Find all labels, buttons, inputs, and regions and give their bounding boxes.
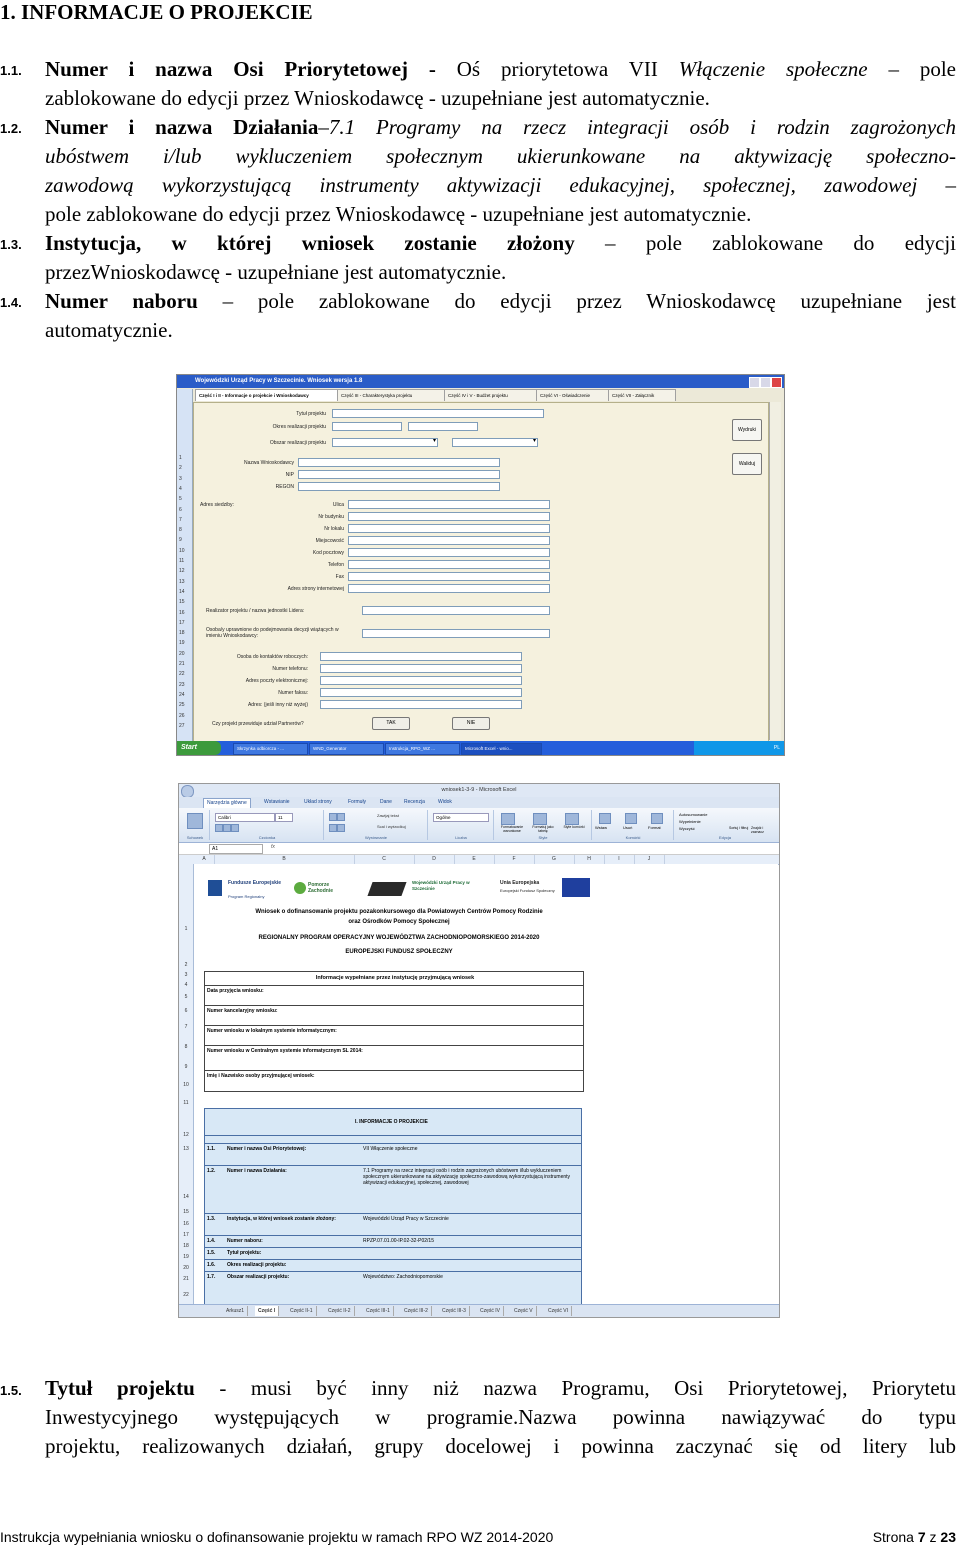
row-number: 12 xyxy=(179,568,185,575)
row-key-cell: Tytuł projektu: xyxy=(227,1250,262,1256)
row-number: 16 xyxy=(179,609,185,616)
item-title: Numer i nazwa Działania xyxy=(45,115,319,139)
window-title: Wojewódzki Urząd Pracy w Szczecinie. Wniosek wersja 1.8 xyxy=(195,378,363,384)
item-number: 1.2. xyxy=(0,121,22,136)
paragraph-1-2 xyxy=(45,113,956,229)
font-name-select[interactable]: Calibri xyxy=(215,813,275,822)
bold-icon[interactable] xyxy=(215,824,223,832)
column-header[interactable]: B xyxy=(214,855,355,864)
tab-part-7[interactable]: Część VII - Załącznik xyxy=(608,389,676,401)
page-number xyxy=(873,1529,956,1545)
ribbon-tabs xyxy=(179,797,779,808)
row-number: 18 xyxy=(179,630,185,637)
group-styles xyxy=(495,810,592,840)
label-realizator: Realizator projektu / nazwa jednostki Lidera: xyxy=(206,608,305,614)
row-value-cell[interactable]: 7.1 Programy na rzecz integracji osób i rodzin zagrożonych ubóstwem i/lub wykluczeniem społecznym ukierunkowane na aktywizację społeczno-zawodową wykorzystującą instrumenty aktywizacji edukacyjnej, społecznej, zawodowej xyxy=(363,1168,571,1186)
label-fax: Fax xyxy=(335,574,344,580)
page-current: 7 xyxy=(917,1529,926,1545)
tab-part-6[interactable]: Część VI - Oświadczenie xyxy=(536,389,609,401)
sheet-tab[interactable]: Część IV xyxy=(477,1306,504,1316)
row-number-cell: 1.2. xyxy=(207,1168,216,1174)
align-center-icon[interactable] xyxy=(337,824,345,832)
nip-field[interactable] xyxy=(298,470,500,479)
building-number-field[interactable] xyxy=(348,512,550,521)
validate-button[interactable]: Waliduj xyxy=(732,453,762,475)
label-ulica: Ulica xyxy=(332,502,344,508)
contact-person-field[interactable] xyxy=(320,652,522,661)
group-label: Liczba xyxy=(455,835,467,840)
fe-logo-icon xyxy=(208,880,222,896)
autosum-button[interactable]: Autosumowanie xyxy=(679,812,708,817)
item-text: automatycznie. xyxy=(45,318,173,342)
row-number: 9 xyxy=(179,537,182,544)
sheet-tab[interactable]: Część II-2 xyxy=(325,1306,355,1316)
period-to-field[interactable] xyxy=(408,422,478,431)
paste-icon[interactable] xyxy=(187,813,203,829)
inst-row[interactable]: Numer wniosku w Centralnym systemie informatycznym SL 2014: xyxy=(207,1048,363,1054)
ribbon xyxy=(179,808,779,843)
inst-row[interactable]: Numer wniosku w lokalnym systemie informatycznym: xyxy=(205,1026,583,1046)
label-kod: Kod pocztowy xyxy=(312,550,344,556)
row-number: 1 xyxy=(179,455,182,461)
item-text: - musi być inny niż nazwa Programu, Osi Priorytetowej, Priorytetu xyxy=(194,1376,956,1400)
row-number-cell: 1.5. xyxy=(207,1250,216,1256)
window-titlebar xyxy=(177,375,784,388)
yes-button[interactable]: TAK xyxy=(372,717,410,730)
unit-number-field[interactable] xyxy=(348,524,550,533)
group-alignment xyxy=(325,810,428,840)
item-title: Instytucja, w której wniosek zostanie złożony xyxy=(45,231,575,255)
inst-row[interactable]: Imię i Nazwisko osoby przyjmującej wniosek: xyxy=(207,1073,315,1079)
merge-button[interactable]: Scal i wyśrodkuj xyxy=(377,824,406,829)
tab-part-4-5[interactable]: Część IV i V - Budżet projektu xyxy=(444,389,537,401)
row-header[interactable]: 11 xyxy=(183,1100,189,1106)
sheet-tab[interactable]: Arkusz1 xyxy=(223,1306,248,1316)
taskbar xyxy=(177,741,784,755)
label-numfax: Numer faksu: xyxy=(278,690,308,696)
row-header[interactable]: 3 xyxy=(184,972,188,978)
table-row xyxy=(205,1247,581,1248)
item-italic: ubóstwem i/lub wykluczeniem społecznym ukierunkowane na aktywizację społeczno- xyxy=(45,144,956,168)
item-text: przezWnioskodawcę - uzupełniane jest automatycznie. xyxy=(45,260,507,284)
row-key-cell: Numer naboru: xyxy=(227,1238,263,1244)
row-number-cell: 1.4. xyxy=(207,1238,216,1244)
group-cells xyxy=(593,810,674,840)
row-header[interactable]: 18 xyxy=(183,1243,189,1249)
label-email: Adres poczty elektronicznej: xyxy=(245,678,308,684)
row-number: 19 xyxy=(179,640,185,647)
item-text: – pole zablokowane do edycji przez Wnioskodawcę uzupełniane jest xyxy=(197,289,956,313)
label-kontakt: Osoba do kontaktów roboczych: xyxy=(236,654,308,660)
row-number: 3 xyxy=(179,475,182,482)
row-number-cell: 1.7. xyxy=(207,1274,216,1280)
item-text: – pole zablokowane do edycji xyxy=(574,231,956,255)
item-title: Numer i nazwa Osi Priorytetowej - xyxy=(45,57,457,81)
page-mid: z xyxy=(925,1529,941,1545)
group-number xyxy=(429,810,494,840)
group-font xyxy=(211,810,324,840)
sheet-tab[interactable]: Część III-3 xyxy=(439,1306,470,1316)
excel-title: wniosek1-3-9 - Microsoft Excel xyxy=(441,787,517,793)
sheet-tab[interactable]: Część VI xyxy=(545,1306,572,1316)
item-text: Oś priorytetowa VII xyxy=(456,57,679,81)
worksheet xyxy=(194,864,778,1304)
label-nip: NIP xyxy=(285,472,294,478)
language-indicator[interactable]: PL xyxy=(773,745,780,751)
form-tabs xyxy=(195,389,755,401)
label-adres: Adres siedziby: xyxy=(200,502,234,508)
pomorze-logo-icon xyxy=(294,882,306,894)
label-okres: Okres realizacji projektu xyxy=(272,424,326,430)
align-middle-icon[interactable] xyxy=(337,813,345,821)
sort-filter-button[interactable]: Sortuj i filtruj xyxy=(729,826,749,830)
row-number: 23 xyxy=(179,681,185,688)
label-regon: REGON xyxy=(275,484,294,490)
row-value-cell[interactable]: VII Włączenie społeczne xyxy=(363,1146,418,1152)
item-number: 1.1. xyxy=(0,63,22,78)
label-osoby: Osoba/y uprawnione do podejmowania decyzji wiążących w imieniu Wnioskodawcy: xyxy=(206,627,339,639)
institution-box xyxy=(204,971,584,1071)
row-number-cell: 1.6. xyxy=(207,1262,216,1268)
group-editing xyxy=(675,810,775,840)
column-header[interactable]: C xyxy=(354,855,415,864)
row-number: 21 xyxy=(179,661,185,667)
doc-title-3: REGIONALNY PROGRAM OPERACYJNY WOJEWÓDZTWA ZACHODNIOPOMORSKIEGO 2014-2020 xyxy=(258,935,540,941)
format-label: Format xyxy=(648,825,661,830)
page-prefix: Strona xyxy=(872,1529,918,1545)
eu-logo-sub: Europejski Fundusz Społeczny xyxy=(500,888,555,893)
label-numtel: Numer telefonu: xyxy=(272,666,308,672)
fill-button[interactable]: Wypełnienie xyxy=(679,819,701,824)
row-header[interactable]: 8 xyxy=(184,1044,188,1050)
sheet-tabs xyxy=(179,1304,779,1318)
row-header[interactable]: 6 xyxy=(184,1008,188,1014)
row-value-cell[interactable]: RPZP.07.01.00-IP.02-32-P02/15 xyxy=(363,1238,434,1244)
contact-phone-field[interactable] xyxy=(320,664,522,673)
paragraph-1-5 xyxy=(45,1374,956,1461)
cell-style-icon[interactable] xyxy=(565,813,579,825)
delete-label: Usuń xyxy=(623,825,633,830)
clear-button[interactable]: Wyczyść xyxy=(679,826,695,831)
delete-cells-icon[interactable] xyxy=(625,813,637,824)
column-header[interactable]: H xyxy=(574,855,605,864)
row-number: 27 xyxy=(179,722,185,729)
paragraph-1-4 xyxy=(45,287,956,345)
group-label: Edycja xyxy=(718,835,731,840)
sheet-tab[interactable]: Część V xyxy=(511,1306,537,1316)
start-button[interactable]: Start xyxy=(177,741,221,755)
row-key-cell: Obszar realizacji projektu: xyxy=(227,1274,290,1280)
fax-field[interactable] xyxy=(348,572,550,581)
taskbar-item[interactable]: Microsoft Excel - wnio... xyxy=(461,743,542,755)
row-number: 7 xyxy=(179,516,182,523)
group-label: Komórki xyxy=(625,835,641,840)
wup-logo-text: Wojewódzki Urząd Pracy w Szczecinie xyxy=(412,880,470,891)
item-italic: –7.1 Programy na rzecz integracji osób i rodzin zagrożonych xyxy=(318,115,956,139)
row-header[interactable]: 16 xyxy=(183,1221,189,1227)
conditional-format-label: Formatowanie warunkowe xyxy=(500,825,524,833)
column-header[interactable]: J xyxy=(634,855,665,864)
table-row xyxy=(205,1213,581,1214)
row-header[interactable]: 22 xyxy=(183,1292,189,1298)
insert-cells-icon[interactable] xyxy=(599,813,611,824)
item-text: zablokowane do edycji przez Wnioskodawcę - uzupełniane jest automatycznie. xyxy=(45,86,710,110)
row-number: 4 xyxy=(179,485,182,492)
maximize-button[interactable] xyxy=(760,377,771,388)
institution-box-person xyxy=(204,1069,584,1092)
section-header: I. INFORMACJE O PROJEKCIE xyxy=(355,1119,428,1125)
label-partner: Czy projekt przewiduje udział Partnerów? xyxy=(212,721,304,727)
sheet-tab[interactable]: Część III-1 xyxy=(363,1306,394,1316)
label-nazwa: Nazwa Wnioskodawcy xyxy=(243,460,294,466)
label-www: Adres strony internetowej xyxy=(287,586,344,592)
label-tytul: Tytuł projektu xyxy=(296,411,326,417)
item-text: projektu, realizowanych działań, grupy docelowej i powinna zaczynać się od litery lub xyxy=(45,1434,956,1458)
tab-view[interactable]: Widok xyxy=(438,799,452,805)
column-header[interactable]: A xyxy=(194,855,215,864)
tab-part-3[interactable]: Część III - Charakterystyka projektu xyxy=(337,389,445,401)
formula-bar xyxy=(179,843,779,855)
item-title: Tytuł projektu xyxy=(45,1376,195,1400)
item-italic: zawodową wykorzystującą instrumenty aktywizacji edukacyjnej, społecznej, zawodowej – xyxy=(45,173,956,197)
row-key-cell: Instytucja, w której wniosek zostanie złożony: xyxy=(227,1216,336,1222)
row-number: 24 xyxy=(179,691,185,698)
excel-titlebar xyxy=(179,784,779,797)
group-clipboard xyxy=(181,810,210,840)
decision-persons-field[interactable] xyxy=(362,629,550,638)
minimize-button[interactable] xyxy=(749,377,760,388)
doc-title-1: Wniosek o dofinansowanie projektu pozakonkursowego dla Powiatowych Centrów Pomocy Rodzinie xyxy=(255,909,543,915)
sheet-tab[interactable]: Część I xyxy=(255,1306,279,1316)
row-header[interactable]: 5 xyxy=(184,994,188,1000)
underline-icon[interactable] xyxy=(231,824,239,832)
item-text: pole zablokowane do edycji przez Wnioskodawcę - uzupełniane jest automatycznie. xyxy=(45,202,752,226)
form-panel xyxy=(193,402,769,742)
row-header-bar xyxy=(177,389,193,741)
label-nrbud: Nr budynku xyxy=(318,514,344,520)
table-format-icon[interactable] xyxy=(533,813,547,825)
find-select-button[interactable]: Znajdź i zaznacz xyxy=(751,826,764,834)
row-number: 5 xyxy=(179,496,182,503)
fx-icon[interactable]: fx xyxy=(271,844,275,850)
row-key-cell: Okres realizacji projektu: xyxy=(227,1262,287,1268)
taskbar-item[interactable]: Skrzynka odbiorcza - ... xyxy=(233,743,308,755)
row-number: 26 xyxy=(179,712,185,719)
table-row xyxy=(205,1143,581,1144)
group-label: Style xyxy=(538,835,548,840)
inst-row[interactable]: Data przyjęcia wniosku: xyxy=(205,986,583,1006)
institution-header: Informacje wypełniane przez instytucję przyjmującą wniosek xyxy=(205,972,583,986)
tab-part-1-2[interactable]: Część I i II - Informacje o projekcie i Wnioskodawcy xyxy=(195,389,338,401)
postal-code-field[interactable] xyxy=(348,548,550,557)
row-header[interactable]: 9 xyxy=(184,1064,188,1070)
column-header[interactable]: F xyxy=(494,855,535,864)
row-header[interactable]: 1 xyxy=(184,926,188,932)
fe-logo-sub: Program Regionalny xyxy=(228,894,265,899)
row-number: 14 xyxy=(179,588,185,595)
row-header[interactable]: 10 xyxy=(183,1082,189,1088)
label-adres2: Adres: (jeśli inny niż wyżej) xyxy=(247,702,308,708)
inst-row[interactable]: Numer kancelaryjny wniosku: xyxy=(205,1006,583,1026)
phone-field[interactable] xyxy=(348,560,550,569)
number-format-select[interactable]: Ogólne xyxy=(433,813,489,822)
applicant-name-field[interactable] xyxy=(298,458,500,467)
label-obszar: Obszar realizacji projektu xyxy=(269,440,326,446)
contact-fax-field[interactable] xyxy=(320,688,522,697)
tab-insert[interactable]: Wstawianie xyxy=(264,799,290,805)
row-header[interactable]: 15 xyxy=(183,1209,189,1215)
doc-title-2: oraz Ośrodków Pomocy Społecznej xyxy=(348,919,450,925)
realizer-field[interactable] xyxy=(362,606,550,615)
italic-icon[interactable] xyxy=(223,824,231,832)
eu-flag-icon xyxy=(562,878,590,897)
row-number: 15 xyxy=(179,599,185,606)
row-key-cell: Numer i nazwa Działania: xyxy=(227,1168,287,1174)
no-button[interactable]: NIE xyxy=(452,717,490,730)
column-header[interactable]: E xyxy=(454,855,495,864)
period-from-field[interactable] xyxy=(332,422,402,431)
item-title: Numer naboru xyxy=(45,289,198,313)
row-number: 2 xyxy=(179,465,182,472)
tab-page-layout[interactable]: Układ strony xyxy=(304,799,332,805)
row-value-cell[interactable]: Województwo: Zachodniopomorskie xyxy=(363,1274,443,1280)
footer-title: Instrukcja wypełniania wniosku o dofinansowanie projektu w ramach RPO WZ 2014-2020 xyxy=(0,1529,554,1545)
row-number: 20 xyxy=(179,650,185,657)
regon-field[interactable] xyxy=(298,482,500,491)
city-field[interactable] xyxy=(348,536,550,545)
table-row xyxy=(205,1165,581,1166)
font-size-select[interactable]: 11 xyxy=(275,813,293,822)
row-number-cell: 1.3. xyxy=(207,1216,216,1222)
column-header[interactable]: I xyxy=(604,855,635,864)
cell-style-label: Style komórki xyxy=(563,825,585,829)
tab-data[interactable]: Dane xyxy=(380,799,392,805)
taskbar-item[interactable]: Instrukcja_RPO_WZ ... xyxy=(385,743,460,755)
row-number: 10 xyxy=(179,547,185,554)
email-field[interactable] xyxy=(320,676,522,685)
item-italic: Włączenie społeczne xyxy=(678,57,868,81)
row-header[interactable]: 13 xyxy=(183,1146,189,1152)
print-button[interactable]: Wydruki xyxy=(732,419,762,441)
section-heading: 1. INFORMACJE O PROJEKCIE xyxy=(0,0,313,24)
row-number: 17 xyxy=(179,619,185,626)
label-tel: Telefon xyxy=(327,562,344,568)
paragraph-1-1 xyxy=(45,55,956,113)
tab-formulas[interactable]: Formuły xyxy=(348,799,367,805)
label-miejsc: Miejscowość xyxy=(315,538,344,544)
row-header[interactable]: 19 xyxy=(183,1254,189,1260)
area-select-1[interactable] xyxy=(332,438,438,447)
row-key-cell: Numer i nazwa Osi Priorytetowej: xyxy=(227,1146,307,1152)
system-tray xyxy=(694,741,784,755)
group-label: Czcionka xyxy=(258,835,276,840)
row-number: 25 xyxy=(179,702,185,709)
column-header[interactable]: D xyxy=(414,855,455,864)
row-header[interactable]: 21 xyxy=(183,1276,189,1282)
table-row xyxy=(205,1271,581,1272)
tab-home[interactable]: Narzędzia główne xyxy=(203,798,251,808)
application-screenshot xyxy=(176,374,785,756)
page-total: 23 xyxy=(940,1529,956,1545)
table-row xyxy=(205,1235,581,1236)
row-header[interactable]: 14 xyxy=(183,1194,189,1200)
row-number: 11 xyxy=(179,558,185,564)
align-top-icon[interactable] xyxy=(329,813,337,821)
item-number: 1.4. xyxy=(0,295,22,310)
eu-logo-text: Unia Europejska xyxy=(500,880,540,886)
sheet-tab[interactable]: Część II-1 xyxy=(287,1306,317,1316)
row-number: 13 xyxy=(179,578,185,585)
row-header[interactable]: 20 xyxy=(183,1265,189,1271)
row-number: 8 xyxy=(179,527,182,534)
row-number: 6 xyxy=(179,506,182,513)
vertical-scrollbar[interactable] xyxy=(769,402,781,740)
item-text: Inwestycyjnego występujących w programie.Nazwa powinna nawiązywać do typu xyxy=(45,1405,956,1429)
name-box[interactable]: A1 xyxy=(209,844,263,854)
item-number: 1.3. xyxy=(0,237,22,252)
conditional-format-icon[interactable] xyxy=(501,813,515,825)
align-left-icon[interactable] xyxy=(329,824,337,832)
alt-address-field[interactable] xyxy=(320,700,522,709)
row-value-cell[interactable]: Wojewódzki Urząd Pracy w Szczecinie xyxy=(363,1216,449,1222)
title-field[interactable] xyxy=(332,409,544,418)
sheet-tab[interactable]: Część III-2 xyxy=(401,1306,432,1316)
street-field[interactable] xyxy=(348,500,550,509)
website-field[interactable] xyxy=(348,584,550,593)
row-header[interactable]: 4 xyxy=(184,982,188,988)
table-format-label: Formatuj jako tabelę xyxy=(532,825,554,833)
row-header[interactable]: 17 xyxy=(183,1232,189,1238)
wup-logo-icon xyxy=(367,882,406,896)
row-header[interactable]: 12 xyxy=(183,1132,189,1138)
group-label: Wyrównanie xyxy=(365,835,387,840)
fe-logo-text: Fundusze Europejskie xyxy=(228,880,282,886)
row-header[interactable]: 2 xyxy=(184,962,188,968)
item-number: 1.5. xyxy=(0,1383,22,1398)
label-nrlok: Nr lokalu xyxy=(324,526,344,532)
row-number: 22 xyxy=(179,671,185,678)
area-select-2[interactable] xyxy=(452,438,538,447)
excel-screenshot xyxy=(178,783,780,1318)
table-row xyxy=(205,1259,581,1260)
tab-review[interactable]: Recenzja xyxy=(404,799,425,805)
row-headers xyxy=(179,864,194,1304)
item-text: – pole xyxy=(867,57,956,81)
format-cells-icon[interactable] xyxy=(651,813,663,824)
insert-label: Wstaw xyxy=(595,825,607,830)
row-header[interactable]: 7 xyxy=(184,1024,188,1030)
group-label: Schowek xyxy=(186,835,204,840)
doc-title-4: EUROPEJSKI FUNDUSZ SPOŁECZNY xyxy=(345,949,453,955)
paragraph-1-3 xyxy=(45,229,956,287)
row-number-cell: 1.1. xyxy=(207,1146,216,1152)
wrap-text-button[interactable]: Zawijaj tekst xyxy=(377,813,400,818)
column-header[interactable]: G xyxy=(534,855,575,864)
pomorze-logo-text: Pomorze Zachodnie xyxy=(308,882,334,894)
close-button[interactable] xyxy=(771,377,782,388)
project-info-table xyxy=(204,1108,582,1318)
taskbar-item[interactable]: WND_Generator xyxy=(309,743,384,755)
